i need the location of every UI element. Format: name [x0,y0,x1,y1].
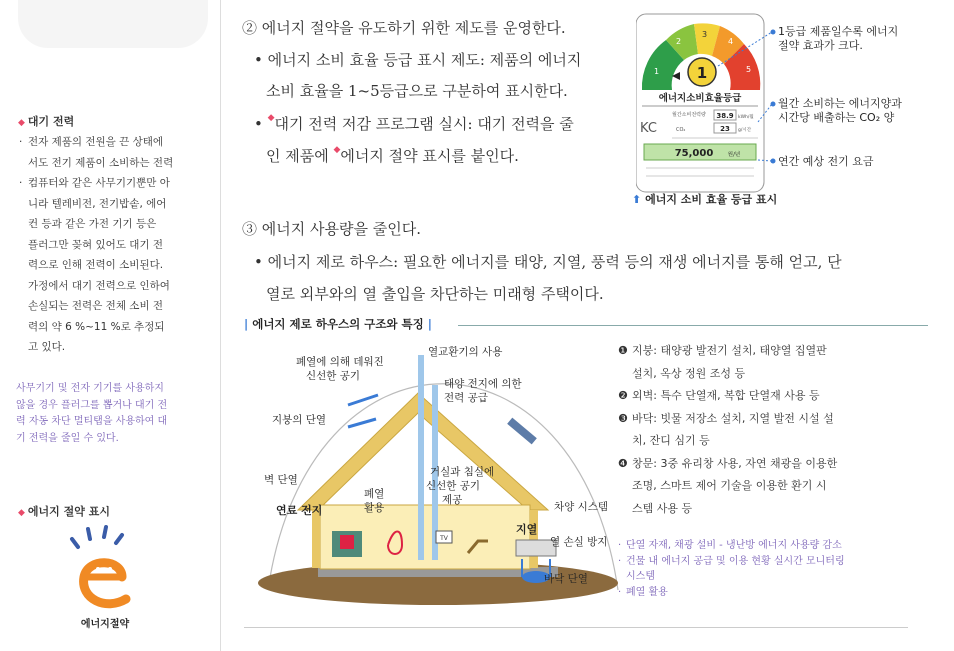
label-title: 에너지소비효율등급 [658,93,742,104]
label-fuel-cell: 연료 전지 [276,504,323,517]
efficiency-label-figure [636,10,954,210]
item2-bullet2-line2 [266,145,519,166]
item2-title: ② 에너지 절약을 유도하기 위한 제도를 운영한다. [242,19,566,37]
item3-title: ③ 에너지 사용량을 줄인다. [242,220,421,238]
figure-caption [632,191,777,207]
diamond-icon: ◆ [267,113,275,123]
label-waste-heat-use-2: 활용 [364,502,385,514]
item3-bullet1-line1: • 에너지 제로 하우스: 필요한 에너지를 태양, 지열, 풍력 등의 재생 에너지를 통해 얻고, 단 [254,253,842,271]
standby-line: 컨 등과 같은 가전 기기 등은 [28,218,157,230]
left-wall [312,510,320,568]
divider [244,627,908,628]
logo-heading-text: 에너지 절약 표시 [27,505,110,518]
subnote-continued: 시스템 [626,571,655,582]
number-4-icon: ❹ [618,456,628,470]
subnote: · 폐열 활용 [618,585,938,601]
fee-unit: 원/년 [727,152,741,158]
standby-list [18,132,210,358]
grade-label: 5 [746,65,752,74]
item2-bullet2-text: 대기 전력 저감 프로그램 실시: 대기 전력을 줄 [274,115,574,133]
grade-label: 4 [728,37,734,46]
standby-line: 플러그만 꽂혀 있어도 대기 전 [28,238,164,251]
label-floor-insulation: 바닥 단열 [544,573,588,585]
diamond-icon: ◆ [18,118,25,128]
label-heat-loss: 열 손실 방지 [550,536,608,548]
grade-label: 1 [654,67,660,76]
label-geothermal: 지열 [516,523,538,536]
fuel-cell-core [340,535,354,549]
diamond-icon: ◆ [18,508,25,518]
divider [458,325,928,326]
bar-icon: | [427,317,432,331]
callout2-line2: 시간당 배출하는 CO₂ 양 [778,111,895,124]
item2-bullet1-line1: • 에너지 소비 효율 등급 표시 제도: 제품의 에너지 [254,51,582,69]
tv-label: TV [440,535,448,542]
number-3-icon: ❸ [618,411,628,425]
item2-bullet1-line2: 소비 효율을 1~5등급으로 구분하여 표시한다. [266,82,568,100]
vent-pipe [418,355,424,560]
feature-line: 바닥: 빗물 저장소 설치, 지열 발전 시설 설 [632,411,834,425]
row2-value: 23 [720,125,730,133]
callout1-line1: 1등급 제품일수록 에너지 [778,25,899,38]
row1-name: 월간소비전력량 [672,112,706,118]
standby-line: · 컴퓨터와 같은 사무기기뿐만 아 [18,173,210,194]
row2-unit: g/시간 [738,128,752,133]
row1-value: 38.9 [716,112,734,120]
label-fresh-air-2: 신선한 공기 [426,480,481,492]
main-content [240,0,954,651]
label-waste-heat-use: 폐열 [364,488,385,500]
item2-bullet2-text-b: 에너지 절약 표시를 붙인다. [340,147,519,165]
figure-caption-text: 에너지 소비 효율 등급 표시 [645,193,778,206]
standby-line: 력의 약 6 %~11 %로 추정되 [28,320,165,333]
feature-line: 지붕: 태양광 발전기 설치, 태양열 집열판 [632,344,827,357]
air-arrow [348,419,376,427]
standby-heading-text: 대기 전력 [27,115,75,128]
feature-line: 조명, 스마트 제어 기술을 이용한 환기 시 [632,479,827,492]
kc-mark-icon: KC [640,121,657,136]
standby-line: 손실되는 전력은 전체 소비 전 [28,300,164,312]
standby-line: · 전자 제품의 전원을 끈 상태에 [18,132,210,153]
label-roof-insulation: 지붕의 단열 [272,414,327,426]
feature-item-wall [618,385,938,408]
standby-line: 가정에서 대기 전력으로 인하여 [28,279,170,292]
feature-line: 창문: 3중 유리창 사용, 자연 채광을 이용한 [632,456,838,470]
energy-saving-logo [60,525,150,635]
grade-label: 3 [702,30,708,39]
tip-line: 력 자동 차단 멀티탭을 사용하여 대 [16,416,168,427]
decorative-blob [18,0,208,48]
label-waste-heat-air: 폐열에 의해 데워진 [296,356,384,368]
standby-line: 니라 텔레비전, 전기밥솥, 에어 [28,197,167,210]
standby-line: 서도 전기 제품이 소비하는 전력 [28,156,174,169]
feature-line: 스템 사용 등 [632,501,693,515]
feature-subnotes [618,538,938,600]
callout2-line1: 월간 소비하는 에너지양과 [778,97,902,110]
label-shade: 차양 시스템 [554,501,609,513]
zero-house-diagram [248,335,628,615]
standby-heading [18,113,74,129]
tip-line: 기 전력을 줄일 수 있다. [16,432,119,444]
fee-value: 75,000 [674,148,714,159]
standby-line: 고 있다. [28,341,66,353]
grade-label: 2 [676,37,682,46]
callout-dot [771,159,776,164]
number-2-icon: ❷ [618,389,628,402]
feature-line: 외벽: 특수 단열재, 복합 단열재 사용 등 [632,389,820,402]
item2-bullet2-text-a: 인 제품에 [266,147,334,165]
label-fresh-air: 거실과 침실에 [430,466,495,478]
logo-heading [18,503,110,519]
row1-unit: kWh/월 [738,115,754,120]
callout1-line2: 절약 효과가 크다. [778,39,863,52]
subnote: · 단열 자재, 채광 설비 - 냉난방 에너지 사용량 감소 [618,538,938,554]
right-wall [530,510,538,568]
feature-line: 치, 잔디 심기 등 [632,434,710,447]
label-heat-exchanger: 열교환기의 사용 [428,346,503,358]
row2-name: CO₂ [676,127,686,133]
feature-item-roof [618,340,938,385]
diamond-icon: ◆ [333,145,341,155]
logo-text: 에너지절약 [80,619,130,630]
standby-line: 력으로 인해 전력이 소비된다. [28,259,164,271]
solar-panel-icon [507,418,537,445]
number-1-icon: ❶ [618,344,628,357]
callout-dot [771,102,776,107]
big-grade: 1 [696,64,708,82]
callout3-line1: 연간 예상 전기 요금 [778,155,874,168]
feature-line: 설치, 옥상 정원 조성 등 [632,366,746,380]
callout-dot [771,30,776,35]
arrow-up-circle-icon: ⬆ [632,193,642,206]
feature-item-floor [618,408,938,453]
label-solar-power-2: 전력 공급 [444,392,488,404]
tip-line: 않을 경우 플러그를 뽑거나 대기 전 [16,399,168,411]
bullet-marker: • [254,115,268,133]
tip-line: 사무기기 및 전자 기기를 사용하지 [16,383,164,394]
sidebar [0,0,221,651]
standby-tip [16,381,206,447]
label-wall-insulation: 벽 단열 [264,474,298,486]
label-waste-heat-air-2: 신선한 공기 [306,370,361,382]
item3-bullet1-line2: 열로 외부와의 열 출입을 차단하는 미래형 주택이다. [266,285,604,303]
label-solar-power: 태양 전지에 의한 [444,378,522,390]
feature-list [618,340,938,520]
zero-house-title-text: 에너지 제로 하우스의 구조와 특징 [252,317,424,331]
item2-bullet2-line1 [254,113,574,134]
zero-house-title [244,316,432,332]
bar-icon: | [244,317,249,331]
feature-item-window [618,453,938,521]
label-fresh-air-3: 제공 [442,494,463,506]
subnote: · 건물 내 에너지 공급 및 이용 현황 실시간 모니터링 [618,554,938,570]
